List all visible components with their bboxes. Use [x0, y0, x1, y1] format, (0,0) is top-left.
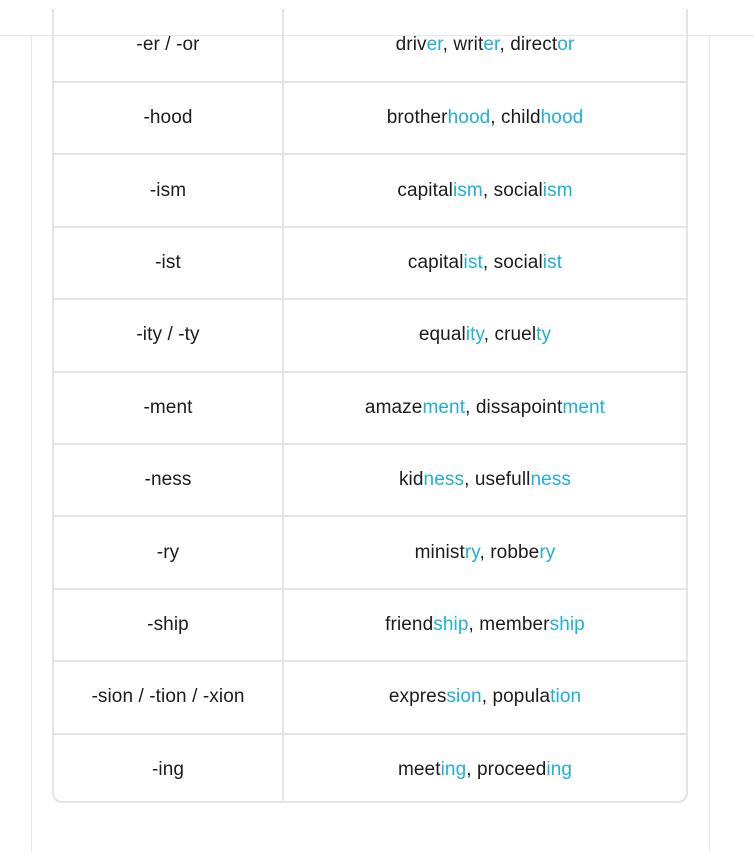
word-stem: capital	[407, 251, 464, 273]
examples-text	[397, 180, 572, 202]
examples-text	[408, 252, 562, 274]
suffix-highlight: ment	[422, 396, 466, 418]
word-stem: , dissapoint	[465, 396, 563, 418]
suffix-cell: -ment	[54, 373, 284, 443]
suffix-highlight: ship	[433, 613, 469, 635]
word-stem: , cruel	[483, 324, 537, 346]
suffix-highlight: tion	[550, 686, 582, 708]
word-stem: , social	[482, 179, 543, 201]
word-stem: kid	[398, 469, 424, 491]
word-stem: , child	[490, 107, 541, 129]
examples-cell	[284, 590, 686, 660]
table-row	[54, 443, 686, 515]
word-stem: minist	[414, 541, 465, 563]
word-stem: capital	[397, 179, 453, 201]
examples-text	[398, 759, 572, 781]
examples-text	[419, 324, 551, 346]
suffix-highlight: ty	[536, 324, 552, 346]
examples-cell	[284, 300, 686, 370]
word-stem: , member	[468, 613, 550, 635]
table-row	[54, 298, 686, 370]
suffix-cell: -sion / -tion / -xion	[54, 662, 284, 732]
suffix-highlight: ing	[440, 758, 467, 780]
table-row	[54, 9, 686, 81]
examples-cell	[284, 445, 686, 515]
card-border-left	[31, 35, 32, 852]
table-row	[54, 153, 686, 225]
word-stem: , social	[482, 251, 543, 273]
card-border-right	[709, 35, 710, 852]
suffix-highlight: ry	[539, 541, 556, 563]
table-row	[54, 660, 686, 732]
suffix-cell: -ism	[54, 155, 284, 225]
suffix-highlight: ship	[549, 613, 585, 635]
examples-cell	[284, 228, 686, 298]
suffix-highlight: ity	[465, 324, 484, 346]
word-stem: , popula	[481, 686, 551, 708]
suffix-highlight: ry	[464, 541, 480, 563]
examples-cell	[284, 735, 686, 803]
suffix-highlight: ism	[542, 179, 573, 201]
suffix-highlight: ness	[423, 469, 465, 491]
table-row	[54, 588, 686, 660]
word-stem: meet	[397, 758, 441, 780]
suffix-highlight: ing	[546, 758, 573, 780]
examples-text	[387, 107, 584, 129]
suffix-cell: -er / -or	[54, 9, 284, 81]
suffix-highlight: hood	[540, 107, 584, 129]
suffix-highlight: ist	[542, 251, 563, 273]
examples-text	[399, 469, 571, 491]
examples-text	[389, 686, 581, 708]
examples-cell	[284, 517, 686, 587]
suffix-cell: -ness	[54, 445, 284, 515]
suffix-highlight: sion	[446, 686, 482, 708]
examples-cell	[284, 9, 686, 81]
word-stem: brother	[386, 107, 448, 129]
suffix-highlight: or	[557, 34, 575, 55]
suffix-cell: -ist	[54, 228, 284, 298]
suffix-highlight: er	[483, 34, 500, 55]
word-stem: , robbe	[479, 541, 540, 563]
examples-text	[415, 542, 556, 564]
table-row	[54, 226, 686, 298]
suffix-highlight: ment	[562, 396, 606, 418]
word-stem: , writ	[442, 34, 484, 55]
word-stem: driv	[395, 34, 427, 55]
examples-cell	[284, 662, 686, 732]
suffix-cell: -ing	[54, 735, 284, 803]
suffix-cell: -ry	[54, 517, 284, 587]
word-stem: friend	[385, 613, 434, 635]
word-stem: , proceed	[466, 758, 547, 780]
examples-cell	[284, 155, 686, 225]
table-row	[54, 81, 686, 153]
examples-cell	[284, 373, 686, 443]
suffix-highlight: ness	[530, 469, 572, 491]
suffix-highlight: er	[426, 34, 443, 55]
word-stem: expres	[388, 686, 447, 708]
suffix-table	[52, 9, 688, 803]
suffix-highlight: ist	[463, 251, 483, 273]
suffix-cell: -ity / -ty	[54, 300, 284, 370]
word-stem: amaze	[364, 396, 423, 418]
suffix-highlight: hood	[447, 107, 491, 129]
word-stem: , usefull	[464, 469, 531, 491]
suffix-cell: -ship	[54, 590, 284, 660]
examples-cell	[284, 83, 686, 153]
suffix-cell: -hood	[54, 83, 284, 153]
table-row	[54, 515, 686, 587]
examples-text	[385, 614, 585, 636]
table-row	[54, 371, 686, 443]
examples-text	[396, 34, 575, 56]
examples-text	[365, 397, 605, 419]
table-row	[54, 733, 686, 803]
word-stem: , direct	[499, 34, 558, 55]
word-stem: equal	[418, 324, 466, 346]
suffix-highlight: ism	[452, 179, 483, 201]
